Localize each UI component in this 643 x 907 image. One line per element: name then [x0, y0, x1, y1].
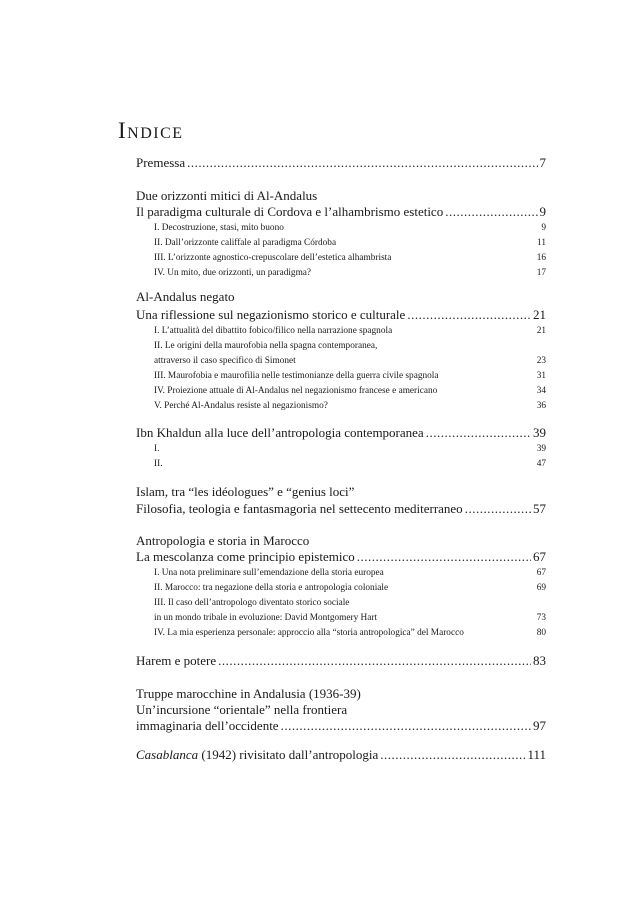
toc-subentry — [136, 268, 546, 278]
toc-entry — [136, 155, 546, 171]
toc-entry — [136, 289, 546, 305]
toc-subentry — [136, 401, 546, 411]
page-number: 11 — [537, 238, 546, 248]
toc-entry — [136, 501, 546, 517]
page-number: 97 — [533, 718, 546, 733]
dot-leader — [380, 747, 525, 763]
toc-subentry — [136, 444, 546, 454]
toc-entry — [136, 549, 546, 565]
toc-entry-title: I. Decostruzione, stasi, mito buono — [154, 223, 284, 233]
dot-leader — [187, 155, 537, 171]
toc-subentry — [136, 386, 546, 396]
toc-entry-title: I. — [154, 444, 160, 454]
toc-subentry — [136, 568, 546, 578]
page-number: 9 — [541, 223, 546, 233]
toc-subentry — [136, 326, 546, 336]
page-number: 21 — [536, 326, 546, 336]
page-number: 47 — [536, 459, 546, 469]
toc-entry-title: I. Una nota preliminare sull’emendazione della storia europea — [154, 568, 384, 578]
toc-entry-title: II. Le origini della maurofobia nella spagna contemporanea, — [154, 341, 378, 351]
page-number: 9 — [539, 204, 546, 219]
page-number: 17 — [536, 268, 546, 278]
page-number: 31 — [536, 371, 546, 381]
toc-subentry — [136, 341, 546, 351]
page-number: 57 — [533, 501, 546, 516]
page-number: 23 — [536, 356, 546, 366]
page-number: 39 — [533, 425, 546, 440]
toc-entry — [136, 533, 546, 549]
toc-entry — [136, 188, 546, 204]
toc-entry-title: Islam, tra “les idéologues” e “genius loci” — [136, 484, 355, 499]
toc-entry-title: II. — [154, 459, 163, 469]
toc-subentry — [136, 598, 546, 608]
toc-entry-title: Filosofia, teologia e fantasmagoria nel settecento mediterraneo — [136, 501, 463, 516]
page-number: 67 — [536, 568, 546, 578]
toc-subentry — [136, 253, 546, 263]
toc-entry-title: IV. Un mito, due orizzonti, un paradigma? — [154, 268, 312, 278]
page-number: 83 — [533, 653, 546, 668]
toc-subentry — [136, 223, 546, 233]
toc-entry-title: Truppe marocchine in Andalusia (1936-39) — [136, 686, 361, 701]
toc-entry-title: Premessa — [136, 155, 186, 170]
toc-entry — [136, 484, 546, 500]
page-number: 16 — [536, 253, 546, 263]
toc-subentry — [136, 613, 546, 623]
dot-leader — [357, 549, 531, 565]
toc-subentry — [136, 583, 546, 593]
page-number: 39 — [536, 444, 546, 454]
toc-entry-title: I. L’attualità del dibattito fobico/filico nella narrazione spagnola — [154, 326, 393, 336]
toc-entry-title: Il paradigma culturale di Cordova e l’alhambrismo estetico — [136, 204, 444, 219]
toc-entry-title: III. Maurofobia e maurofilia nelle testimonianze della guerra civile spagnola — [154, 371, 439, 381]
toc-entry-title: La mescolanza come principio epistemico — [136, 549, 355, 564]
page-number: 73 — [536, 613, 546, 623]
toc-entry-title: IV. Proiezione attuale di Al-Andalus nel negazionismo francese e americano — [154, 386, 438, 396]
toc-entry-title: II. Marocco: tra negazione della storia e antropologia coloniale — [154, 583, 389, 593]
toc-entry — [136, 204, 546, 220]
page-number: 7 — [539, 155, 546, 170]
dot-leader — [281, 718, 531, 734]
page-number: 69 — [536, 583, 546, 593]
dot-leader — [407, 307, 531, 323]
dot-leader — [426, 425, 531, 441]
toc-subentry — [136, 356, 546, 366]
toc-entry-title: Un’incursione “orientale” nella frontiera — [136, 702, 348, 717]
toc-entry-title: III. L’orizzonte agnostico-crepuscolare dell’estetica alhambrista — [154, 253, 392, 263]
toc-entry-title: Antropologia e storia in Marocco — [136, 533, 310, 548]
toc-entry-title-rest: (1942) rivisitato dall’antropologia — [198, 747, 379, 762]
toc-entry-title: V. Perché Al-Andalus resiste al negazionismo? — [154, 401, 328, 411]
toc-subentry — [136, 238, 546, 248]
toc-entry — [136, 747, 546, 763]
page-number: 67 — [533, 549, 546, 564]
toc-entry — [136, 653, 546, 669]
page-number: 21 — [533, 307, 546, 322]
toc-entry — [136, 686, 546, 702]
toc-entry — [136, 702, 546, 718]
page-number: 80 — [536, 628, 546, 638]
toc-entry-title: immaginaria dell’occidente — [136, 718, 279, 733]
toc-entry-title: Al-Andalus negato — [136, 289, 235, 304]
toc-entry-title: attraverso il caso specifico di Simonet — [154, 356, 296, 366]
toc-entry-italic-title: Casablanca — [136, 747, 199, 762]
page-number: 111 — [527, 747, 546, 762]
dot-leader — [218, 653, 531, 669]
toc-entry-title: Una riflessione sul negazionismo storico e culturale — [136, 307, 406, 322]
toc-entry-title: Harem e potere — [136, 653, 217, 668]
toc-entry — [136, 425, 546, 441]
toc-entry-title — [136, 747, 378, 763]
page-title: Indice — [118, 118, 184, 143]
toc-subentry — [136, 459, 546, 469]
toc-subentry — [136, 628, 546, 638]
toc-entry-title: Due orizzonti mitici di Al-Andalus — [136, 188, 318, 203]
toc-entry-title: IV. La mia esperienza personale: approccio alla “storia antropologica” del Marocco — [154, 628, 464, 638]
toc-entry — [136, 307, 546, 323]
toc-entry-title: II. Dall’orizzonte califfale al paradigma Córdoba — [154, 238, 337, 248]
page-number: 36 — [536, 401, 546, 411]
dot-leader — [465, 501, 531, 517]
toc-entry-title: III. Il caso dell’antropologo diventato storico sociale — [154, 598, 350, 608]
toc-subentry — [136, 371, 546, 381]
toc-entry-title: Ibn Khaldun alla luce dell’antropologia contemporanea — [136, 425, 424, 440]
toc-entry-title: in un mondo tribale in evoluzione: David Montgomery Hart — [154, 613, 378, 623]
dot-leader — [445, 204, 537, 220]
toc-entry — [136, 718, 546, 734]
page-number: 34 — [536, 386, 546, 396]
